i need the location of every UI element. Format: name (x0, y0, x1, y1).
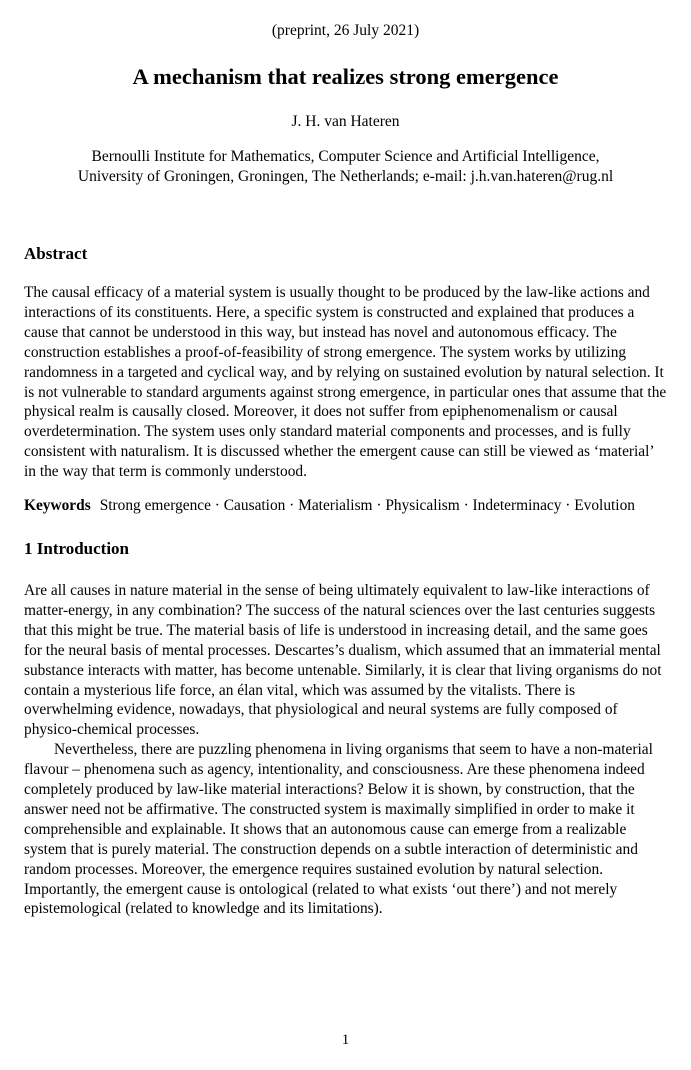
keywords-line (24, 496, 667, 516)
author-name: J. H. van Hateren (291, 113, 400, 130)
affiliation-line-1: Bernoulli Institute for Mathematics, Computer Science and Artificial Intelligence, (91, 148, 600, 165)
paper-title: A mechanism that realizes strong emergence (132, 64, 559, 89)
affiliation-line-2: University of Groningen, Groningen, The Netherlands; e-mail: j.h.van.hateren@rug.nl (77, 168, 614, 185)
keywords-list: Strong emergence · Causation · Materialism · Physicalism · Indeterminacy · Evolution (99, 497, 635, 515)
introduction-paragraph-1: Are all causes in nature material in the sense of being ultimately equivalent to law-like interactions of matter-energy, in any combination? The success of the natural sciences over the last centuries suggests that this might be true. The material basis of life is understood in increasing detail, and the same goes for the neural basis of mental processes. Descartes’s dualism, which assumed that an immaterial mental substance interacts with matter, has become untenable. Similarly, it is clear that living organisms do not contain a mysterious life force, an élan vital, which was assumed by the vitalists. There is overwhelming evidence, nowadays, that physiological and neural systems are fully composed of physico-chemical processes. (24, 581, 662, 739)
introduction-paragraph-2: Nevertheless, there are puzzling phenomena in living organisms that seem to have a non-material flavour – phenomena such as agency, intentionality, and consciousness. Are these phenomena indeed completely produced by law-like material interactions? Below it is shown, by construction, that the answer need not be affirmative. The constructed system is maximally simplified in order to make it comprehensible and explainable. It shows that an autonomous cause can emerge from a realizable system that is purely material. The construction depends on a subtle interaction of deterministic and random processes. Moreover, the emergence requires sustained evolution by natural selection. Importantly, the emergent cause is ontological (related to what exists ‘out there’) and not merely epistemological (related to knowledge and its limitations). (24, 741, 653, 918)
section-heading-introduction: 1 Introduction (24, 538, 130, 558)
page-number: 1 (341, 1032, 350, 1048)
abstract-text: The causal efficacy of a material system is usually thought to be produced by the law-like actions and interactions of its constituents. Here, a specific system is constructed and explained that produces a cause that cannot be understood in this way, but instead has novel and autonomous efficacy. The construction establishes a proof-of-feasibility of strong emergence. The system works by utilizing randomness in a targeted and cyclical way, and by relying on sustained evolution by natural selection. It is not vulnerable to standard arguments against strong emergence, in particular ones that assume that the physical realm is causally closed. Moreover, it does not suffer from epiphenomenalism or causal overdetermination. The system uses only standard material components and processes, and is fully consistent with naturalism. It is discussed whether the emergent cause can still be viewed as ‘material’ in the way that term is commonly understood. (24, 284, 667, 481)
abstract-heading: Abstract (24, 244, 88, 263)
preprint-date-line: (preprint, 26 July 2021) (271, 22, 420, 39)
affiliation-block (24, 147, 667, 187)
keywords-label: Keywords (24, 497, 91, 515)
